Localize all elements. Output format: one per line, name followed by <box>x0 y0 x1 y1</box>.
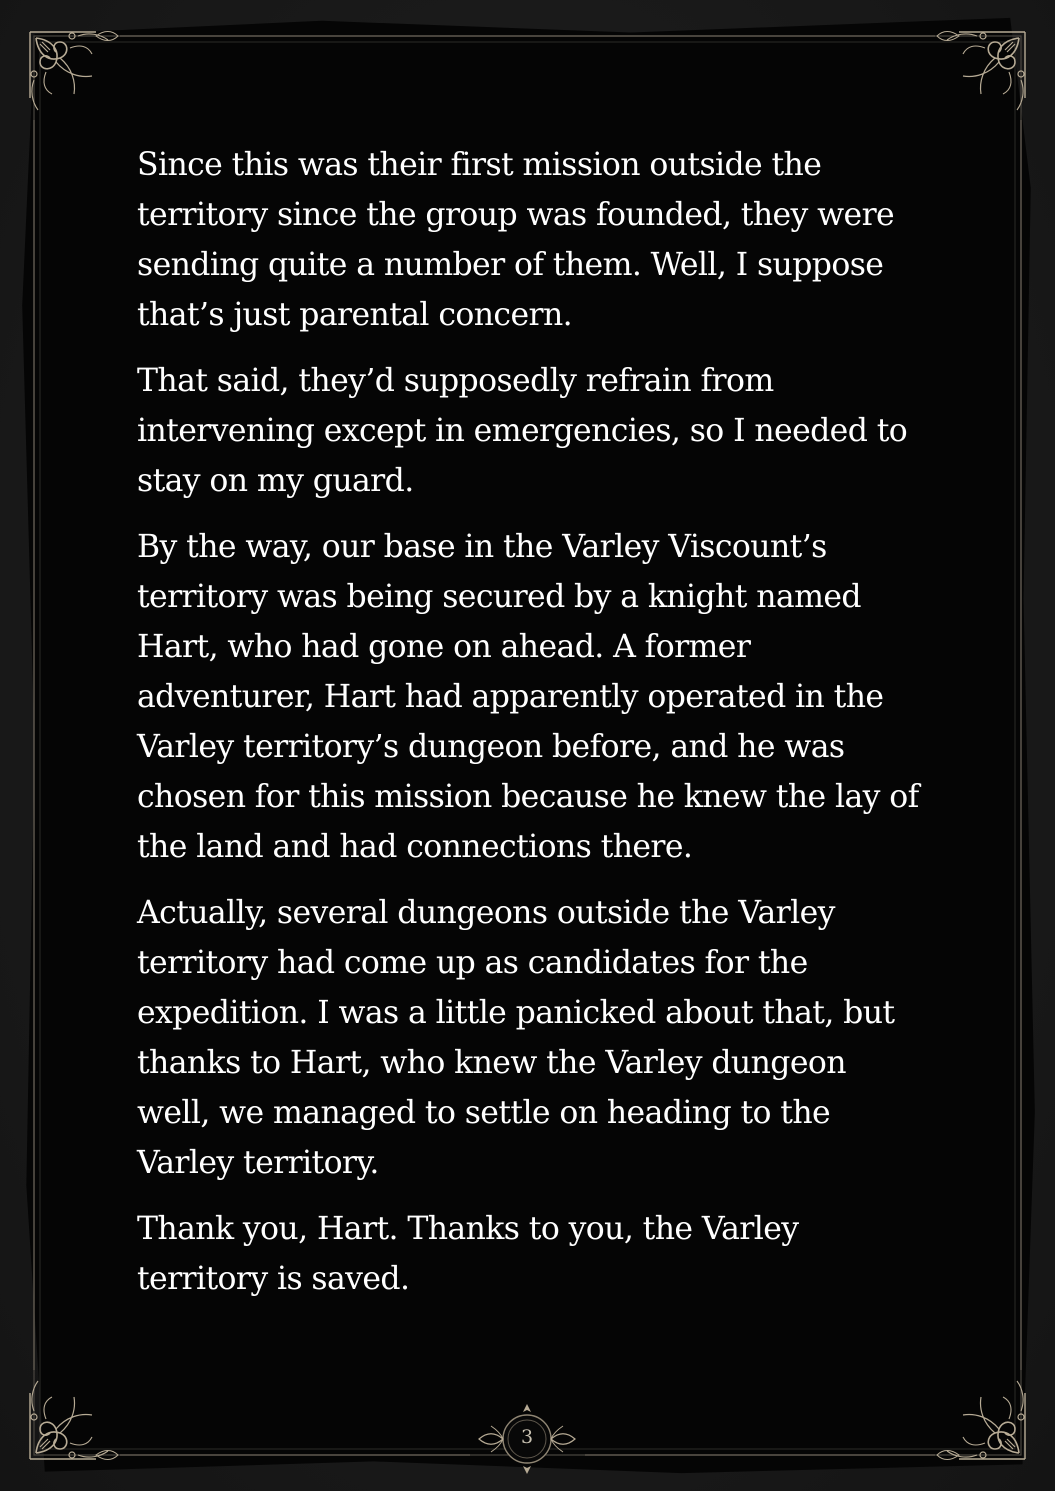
paragraph: By the way, our base in the Varley Viscount’s territory was being secured by a knight named Hart, who had gone on ahead. A former adventurer, Hart had apparently operated in the Varley territory’s dungeon before, and he was chosen for this mission because he knew the lay of the land and had connections there. <box>137 529 919 865</box>
page-number-medallion <box>477 1396 577 1482</box>
paragraph: That said, they’d supposedly refrain from intervening except in emergencies, so I needed to stay on my guard. <box>137 363 908 499</box>
paragraph: Thank you, Hart. Thanks to you, the Varley territory is saved. <box>137 1211 799 1297</box>
page-number: 3 <box>520 1426 534 1448</box>
body-text <box>137 140 927 1320</box>
paragraph: Since this was their first mission outside the territory since the group was founded, they were sending quite a number of them. Well, I suppose that’s just parental concern. <box>137 147 895 333</box>
paragraph: Actually, several dungeons outside the Varley territory had come up as candidates for the expedition. I was a little panicked about that, but thanks to Hart, who knew the Varley dungeon well, we managed to settle on heading to the Varley territory. <box>137 895 895 1181</box>
